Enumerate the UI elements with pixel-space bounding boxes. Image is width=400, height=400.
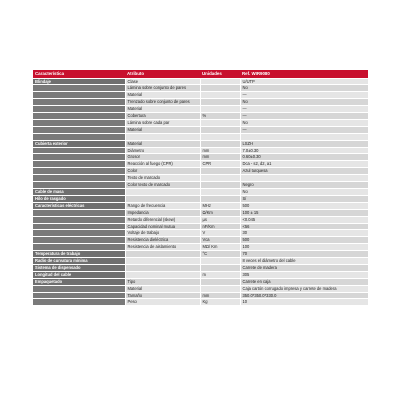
row-valor: 100 [240,244,368,251]
row-atributo [125,258,200,265]
row-valor: 100 ± 15 [240,209,368,216]
row-caracteristica [33,292,125,299]
row-valor: 500 [240,237,368,244]
row-valor: — [240,92,368,99]
row-valor: 500 [240,202,368,209]
row-valor: Negro [240,182,368,189]
table-row [33,92,368,99]
row-atributo: Capacidad nominal mutua [125,223,200,230]
row-atributo: Tipo [125,278,200,285]
row-unidades: nF/Km [200,223,240,230]
header-ref: Ref. WIR9080 [240,70,368,78]
row-atributo [125,271,200,278]
row-atributo [125,195,200,202]
row-caracteristica: Radio de curvatura mínima [33,258,125,265]
row-atributo: Peso [125,299,200,306]
row-caracteristica: Cable de masa [33,188,125,195]
row-unidades: Ω/Km [200,209,240,216]
row-unidades [200,175,240,182]
table-row [33,78,368,85]
row-unidades [200,133,240,140]
row-caracteristica [33,244,125,251]
row-atributo: Resistencia de aislamiento [125,244,200,251]
table-row [33,182,368,189]
table-row [33,285,368,292]
table-row [33,85,368,92]
table-row [33,126,368,133]
table-row [33,209,368,216]
row-valor: 7.0±0.30 [240,147,368,154]
row-atributo: Voltaje de trabajo [125,230,200,237]
row-caracteristica [33,209,125,216]
row-valor: Dca - s2, d2, a1 [240,161,368,168]
row-atributo: Rango de frecuencia [125,202,200,209]
row-unidades: V [200,230,240,237]
row-valor: Carrete de madera [240,264,368,271]
row-valor: Azul turquesa [240,168,368,175]
row-valor: Caja cartón corrugado impresa y carrete de madera [240,285,368,292]
spec-table [33,70,368,306]
row-caracteristica [33,223,125,230]
row-valor: No [240,188,368,195]
row-atributo: Cobertura [125,113,200,120]
table-row [33,299,368,306]
row-unidades [200,285,240,292]
row-caracteristica [33,126,125,133]
row-valor: No [240,85,368,92]
row-atributo: Color texto de marcado [125,182,200,189]
row-valor: Sí [240,195,368,202]
table-row [33,216,368,223]
row-unidades [200,99,240,106]
row-atributo: Material [125,106,200,113]
row-atributo: Tamaño [125,292,200,299]
row-unidades [200,106,240,113]
row-atributo: Retardo diferencial (skew) [125,216,200,223]
row-caracteristica: Temperatura de trabajo [33,251,125,258]
header-atributo: Atributo [125,70,200,78]
row-atributo: Material [125,92,200,99]
row-valor: 8 veces el diámetro del cable [240,258,368,265]
row-atributo [125,133,200,140]
table-row [33,195,368,202]
table-header-row [33,70,368,78]
row-caracteristica [33,133,125,140]
row-caracteristica [33,154,125,161]
row-caracteristica: Hilo de rasgado [33,195,125,202]
row-valor: 70 [240,251,368,258]
row-atributo: Color [125,168,200,175]
row-caracteristica [33,99,125,106]
table-row [33,223,368,230]
row-valor: — [240,126,368,133]
row-caracteristica [33,119,125,126]
table-row [33,154,368,161]
table-row [33,202,368,209]
row-valor: LSZH [240,140,368,147]
row-unidades [200,168,240,175]
table-row [33,161,368,168]
row-unidades [200,258,240,265]
row-atributo [125,251,200,258]
row-atributo: Reacción al fuego (CPR) [125,161,200,168]
row-caracteristica [33,161,125,168]
table-row [33,140,368,147]
table-row [33,230,368,237]
row-unidades: mm [200,292,240,299]
row-valor: 305 [240,271,368,278]
row-unidades [200,140,240,147]
row-caracteristica: Blindaje [33,78,125,85]
row-caracteristica [33,182,125,189]
row-unidades [200,78,240,85]
row-unidades [200,119,240,126]
row-caracteristica [33,230,125,237]
row-atributo: Resistencia dieléctrica [125,237,200,244]
row-caracteristica [33,216,125,223]
row-valor: 0.60±0.30 [240,154,368,161]
row-unidades: Vca [200,237,240,244]
row-valor: No [240,119,368,126]
row-caracteristica: Empaquetado [33,278,125,285]
row-unidades: °C [200,251,240,258]
row-caracteristica [33,92,125,99]
row-unidades: MHz [200,202,240,209]
table-row [33,168,368,175]
row-caracteristica [33,175,125,182]
table-row [33,133,368,140]
row-atributo: Material [125,285,200,292]
table-row [33,147,368,154]
table-row [33,188,368,195]
row-valor: <56 [240,223,368,230]
row-caracteristica [33,168,125,175]
table-row [33,99,368,106]
row-unidades [200,126,240,133]
row-caracteristica [33,147,125,154]
row-valor [240,175,368,182]
row-unidades: MΩ/ Km [200,244,240,251]
row-unidades: mm [200,154,240,161]
row-caracteristica [33,85,125,92]
row-caracteristica: Características eléctricas [33,202,125,209]
row-unidades: Kg [200,299,240,306]
row-caracteristica [33,106,125,113]
table-row [33,106,368,113]
row-atributo: Trenzado sobre conjunto de pares [125,99,200,106]
row-valor: 30 [240,230,368,237]
row-atributo [125,188,200,195]
row-atributo: Material [125,126,200,133]
table-row [33,113,368,120]
row-unidades [200,85,240,92]
row-atributo: Clase [125,78,200,85]
row-unidades [200,264,240,271]
table-row [33,251,368,258]
row-valor: Carrete en caja [240,278,368,285]
row-unidades: CPR [200,161,240,168]
row-atributo: Diámetro [125,147,200,154]
table-row [33,119,368,126]
row-unidades: m [200,271,240,278]
row-caracteristica: Longitud del cable [33,271,125,278]
row-valor: 10 [240,299,368,306]
row-atributo: Lámina sobre cada par [125,119,200,126]
row-valor [240,133,368,140]
table-row [33,175,368,182]
row-caracteristica: Cubierta exterior [33,140,125,147]
row-caracteristica: Sistema de dispensado [33,264,125,271]
table-row [33,278,368,285]
header-caracteristica: Característica [33,70,125,78]
row-valor: U/UTP [240,78,368,85]
row-atributo [125,264,200,271]
row-atributo: Material [125,140,200,147]
row-unidades [200,92,240,99]
row-unidades [200,195,240,202]
row-unidades: µs [200,216,240,223]
row-valor: 350.0*350.0*330.0 [240,292,368,299]
row-caracteristica [33,113,125,120]
row-atributo: Grosor [125,154,200,161]
row-caracteristica [33,299,125,306]
row-valor: — [240,106,368,113]
table-row [33,244,368,251]
table-row [33,271,368,278]
row-caracteristica [33,237,125,244]
row-atributo: Impedancia [125,209,200,216]
row-unidades: % [200,113,240,120]
header-unidades: Unidades [200,70,240,78]
table-row [33,258,368,265]
row-valor: — [240,113,368,120]
row-valor: No [240,99,368,106]
row-atributo: Lámina sobre conjunto de pares [125,85,200,92]
table-row [33,237,368,244]
row-valor: <0.045 [240,216,368,223]
table-row [33,292,368,299]
row-caracteristica [33,285,125,292]
row-unidades: mm [200,147,240,154]
row-unidades [200,182,240,189]
row-unidades [200,188,240,195]
table-row [33,264,368,271]
spec-sheet [33,70,368,306]
row-atributo: Texto de marcado [125,175,200,182]
row-unidades [200,278,240,285]
